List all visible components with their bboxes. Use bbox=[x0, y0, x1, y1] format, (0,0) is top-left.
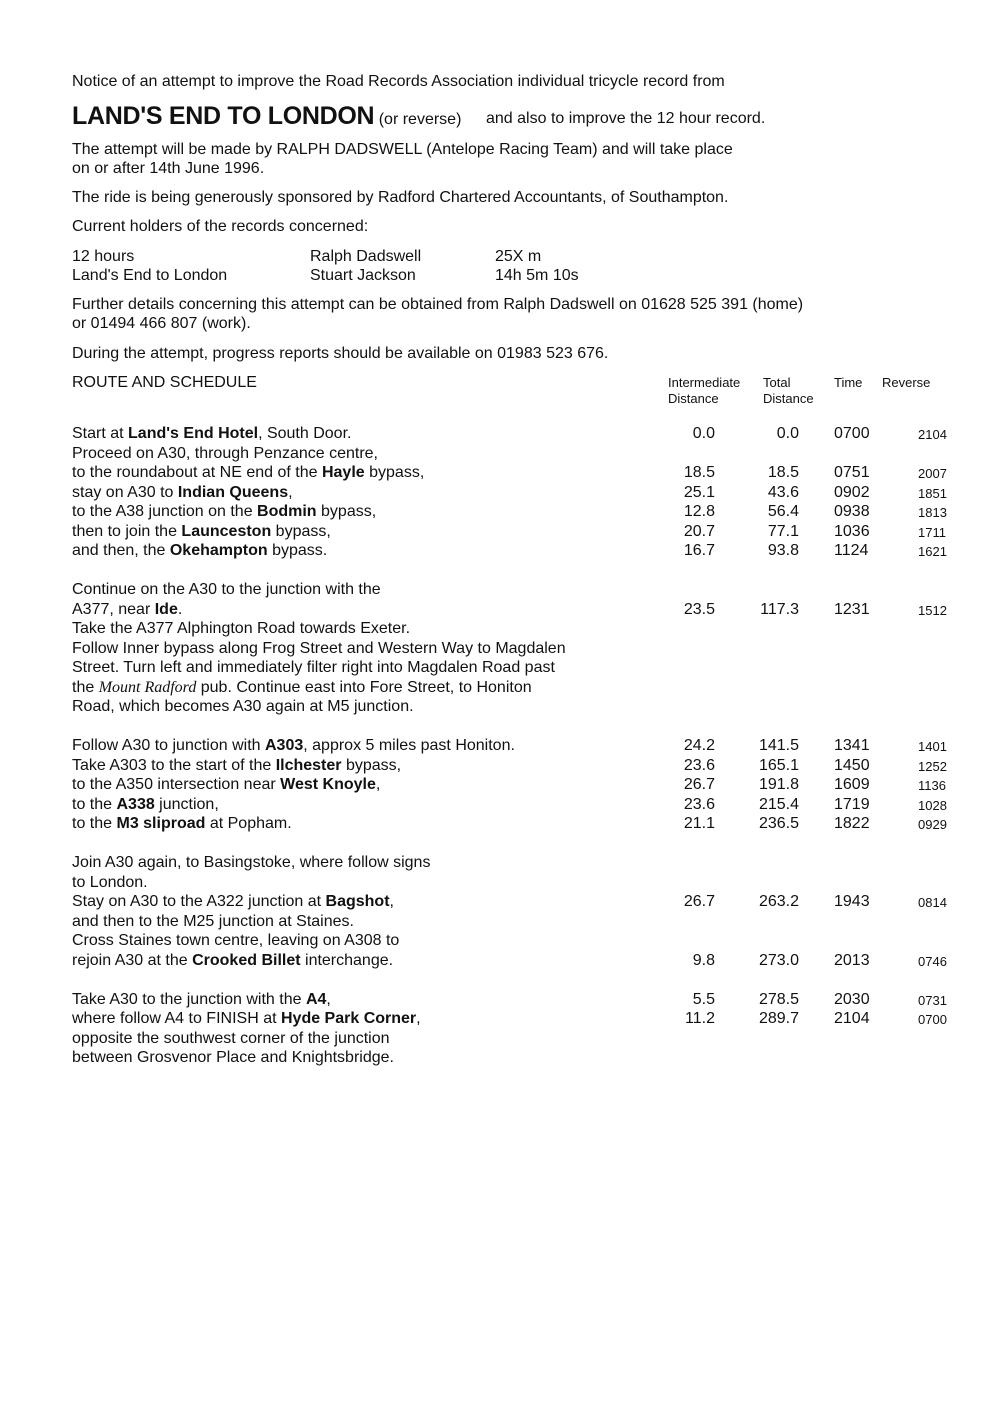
route-text: bypass, bbox=[271, 522, 331, 540]
route-text: bypass, bbox=[364, 464, 425, 481]
scheduled-time: 2030 bbox=[834, 990, 870, 1008]
place-name: Bagshot bbox=[325, 893, 390, 910]
intermediate-distance: 9.8 bbox=[692, 951, 715, 969]
intermediate-header-line2: Distance bbox=[668, 391, 719, 406]
route-step bbox=[72, 736, 515, 756]
scheduled-time: 2013 bbox=[834, 951, 870, 969]
route-text: , bbox=[288, 483, 293, 501]
total-distance: 215.4 bbox=[758, 795, 799, 813]
route-text: , bbox=[326, 990, 331, 1008]
reverse-time: 2007 bbox=[918, 466, 947, 481]
scheduled-time: 0938 bbox=[834, 503, 870, 520]
intermediate-distance: 21.1 bbox=[683, 815, 715, 832]
route-text: to the A38 junction on the bbox=[72, 503, 258, 520]
route-text: opposite the southwest corner of the junction bbox=[72, 1029, 390, 1047]
route-step bbox=[72, 775, 380, 795]
route-text: Take the A377 Alphington Road towards Exeter. bbox=[72, 620, 411, 637]
route-step bbox=[72, 814, 292, 834]
scheduled-time: 1822 bbox=[834, 815, 870, 832]
document-title: LAND'S END TO LONDON bbox=[72, 102, 375, 130]
place-name: Hyde Park Corner bbox=[280, 1010, 417, 1027]
reverse-time: 1252 bbox=[918, 758, 947, 774]
route-step bbox=[72, 619, 410, 639]
reverse-time: 1851 bbox=[918, 485, 947, 501]
scheduled-time: 1231 bbox=[834, 600, 870, 618]
route-step bbox=[72, 795, 219, 815]
reverse-header: Reverse bbox=[882, 375, 931, 390]
reverse-time: 1512 bbox=[918, 602, 947, 618]
route-step bbox=[72, 522, 331, 542]
made-by-line-1: The attempt will be made by RALPH DADSWELL (Antelope Racing Team) and will take place bbox=[72, 141, 733, 158]
reverse-time: 1401 bbox=[918, 739, 947, 754]
scheduled-time: 1719 bbox=[834, 795, 870, 813]
route-text: to the bbox=[72, 795, 117, 813]
intermediate-distance: 18.5 bbox=[683, 464, 715, 481]
contact-line-2: or 01494 466 807 (work). bbox=[72, 315, 251, 332]
reverse-time: 1711 bbox=[918, 524, 946, 540]
scheduled-time: 1124 bbox=[834, 542, 869, 559]
total-header-line1: Total bbox=[763, 375, 791, 390]
route-step bbox=[72, 990, 331, 1010]
pub-name: Mount Radford bbox=[98, 678, 197, 696]
intermediate-distance: 16.7 bbox=[683, 542, 715, 559]
scheduled-time: 0751 bbox=[834, 464, 870, 481]
place-name: Ide bbox=[154, 600, 178, 618]
intermediate-distance: 20.7 bbox=[683, 522, 715, 540]
place-name: A303 bbox=[265, 737, 304, 754]
holder-value: 25X m bbox=[495, 248, 542, 265]
route-step bbox=[72, 600, 182, 620]
total-distance: 236.5 bbox=[758, 815, 799, 832]
route-step bbox=[72, 1009, 421, 1029]
schedule-title: ROUTE AND SCHEDULE bbox=[72, 374, 257, 391]
holder-record: Land's End to London bbox=[72, 267, 228, 284]
progress-reports-text: During the attempt, progress reports should be available on 01983 523 676. bbox=[72, 345, 609, 362]
total-distance: 0.0 bbox=[776, 425, 799, 442]
title-also-text: and also to improve the 12 hour record. bbox=[486, 110, 766, 127]
route-text: interchange. bbox=[300, 951, 394, 969]
total-distance: 117.3 bbox=[760, 600, 799, 618]
route-text: Follow Inner bypass along Frog Street and Western Way to Magdalen bbox=[72, 639, 566, 657]
total-distance: 165.1 bbox=[758, 756, 799, 774]
route-text: Stay on A30 to the A322 junction at bbox=[72, 893, 326, 910]
total-distance: 56.4 bbox=[767, 503, 799, 520]
place-name: Okehampton bbox=[169, 542, 268, 559]
route-text: and then, the bbox=[72, 542, 170, 559]
reverse-time: 0731 bbox=[918, 992, 947, 1008]
total-distance: 289.7 bbox=[758, 1010, 799, 1027]
route-text: Proceed on A30, through Penzance centre, bbox=[72, 444, 378, 462]
reverse-time: 1028 bbox=[918, 797, 947, 813]
intermediate-header-line1: Intermediate bbox=[668, 375, 741, 390]
place-name: Crooked Billet bbox=[192, 951, 301, 969]
intermediate-distance: 0.0 bbox=[692, 425, 715, 442]
place-name: Ilchester bbox=[275, 756, 342, 774]
route-text: pub. Continue east into Fore Street, to Honiton bbox=[196, 678, 532, 696]
place-name: M3 sliproad bbox=[116, 815, 206, 832]
route-step bbox=[72, 697, 414, 717]
intermediate-distance: 25.1 bbox=[683, 483, 715, 501]
route-text: to the roundabout at NE end of the bbox=[72, 464, 322, 481]
reverse-time: 1136 bbox=[918, 778, 946, 793]
scheduled-time: 1943 bbox=[834, 893, 870, 910]
route-text: rejoin A30 at the bbox=[72, 951, 193, 969]
place-name: Indian Queens bbox=[177, 483, 289, 501]
route-text: to the bbox=[72, 815, 117, 832]
route-text: , bbox=[375, 776, 381, 793]
route-text: to London. bbox=[72, 873, 148, 891]
route-text: bypass, bbox=[341, 756, 402, 774]
holder-record: 12 hours bbox=[72, 248, 135, 265]
intermediate-distance: 12.8 bbox=[683, 503, 715, 520]
intermediate-distance: 26.7 bbox=[683, 893, 715, 910]
holder-name: Ralph Dadswell bbox=[310, 248, 422, 265]
route-step bbox=[72, 463, 424, 483]
place-name: A4 bbox=[305, 990, 327, 1008]
reverse-time: 0746 bbox=[918, 953, 947, 969]
scheduled-time: 1036 bbox=[834, 522, 870, 540]
route-step bbox=[72, 951, 393, 971]
route-step bbox=[72, 580, 381, 600]
place-name: Bodmin bbox=[257, 503, 317, 520]
route-step bbox=[72, 853, 430, 873]
route-step bbox=[72, 541, 327, 561]
holder-value: 14h 5m 10s bbox=[495, 267, 579, 284]
route-step bbox=[72, 658, 555, 678]
route-step bbox=[72, 912, 354, 932]
time-header: Time bbox=[834, 375, 863, 390]
route-step bbox=[72, 444, 378, 464]
place-name: Hayle bbox=[321, 464, 365, 481]
route-step bbox=[72, 931, 399, 951]
place-name: West Knoyle bbox=[280, 776, 376, 793]
holder-name: Stuart Jackson bbox=[310, 267, 416, 284]
route-text: , approx 5 miles past Honiton. bbox=[303, 737, 515, 754]
total-distance: 141.5 bbox=[758, 737, 799, 754]
route-text: bypass. bbox=[267, 542, 328, 559]
place-name: Land's End Hotel bbox=[128, 425, 259, 442]
route-text: where follow A4 to FINISH at bbox=[72, 1010, 281, 1027]
reverse-time: 2104 bbox=[918, 427, 947, 442]
holders-heading: Current holders of the records concerned: bbox=[72, 218, 369, 235]
intermediate-distance: 11.2 bbox=[685, 1010, 715, 1027]
place-name: Launceston bbox=[181, 522, 272, 540]
route-text: between Grosvenor Place and Knightsbridge. bbox=[72, 1049, 394, 1066]
intermediate-distance: 23.5 bbox=[683, 600, 715, 618]
intermediate-distance: 5.5 bbox=[692, 990, 715, 1008]
intermediate-distance-header bbox=[668, 375, 740, 407]
made-by-line-2: on or after 14th June 1996. bbox=[72, 160, 265, 177]
total-distance: 77.1 bbox=[767, 522, 799, 540]
intermediate-distance: 26.7 bbox=[683, 776, 715, 793]
total-distance: 191.8 bbox=[758, 776, 799, 793]
route-text: , bbox=[416, 1010, 421, 1027]
route-text: A377, near bbox=[72, 600, 155, 618]
intermediate-distance: 24.2 bbox=[683, 737, 715, 754]
total-distance: 273.0 bbox=[758, 951, 799, 969]
scheduled-time: 1609 bbox=[834, 776, 870, 793]
total-distance: 18.5 bbox=[767, 464, 799, 481]
intermediate-distance: 23.6 bbox=[683, 795, 715, 813]
route-text: to the A350 intersection near bbox=[72, 776, 281, 793]
route-step bbox=[72, 639, 566, 659]
route-text: bypass, bbox=[316, 503, 377, 520]
scheduled-time: 2104 bbox=[834, 1010, 870, 1027]
intermediate-distance: 23.6 bbox=[683, 756, 715, 774]
route-text: Take A30 to the junction with the bbox=[72, 990, 306, 1008]
reverse-time: 0814 bbox=[918, 895, 947, 910]
route-text: junction, bbox=[154, 795, 219, 813]
scheduled-time: 1341 bbox=[834, 737, 870, 754]
reverse-time: 0929 bbox=[918, 817, 947, 832]
sponsor-text: The ride is being generously sponsored by Radford Chartered Accountants, of Southampton. bbox=[72, 189, 729, 206]
route-step bbox=[72, 873, 148, 893]
total-distance: 263.2 bbox=[758, 893, 799, 910]
route-step bbox=[72, 1048, 394, 1068]
route-text: and then to the M25 junction at Staines. bbox=[72, 912, 354, 930]
reverse-time: 1621 bbox=[918, 544, 947, 559]
route-text: . bbox=[177, 600, 183, 618]
route-text: Join A30 again, to Basingstoke, where follow signs bbox=[72, 854, 431, 871]
route-text: stay on A30 to bbox=[72, 483, 178, 501]
place-name: A338 bbox=[116, 795, 155, 813]
route-step bbox=[72, 678, 532, 698]
route-text: Follow A30 to junction with bbox=[72, 737, 265, 754]
reverse-time: 0700 bbox=[918, 1012, 947, 1027]
reverse-time: 1813 bbox=[918, 505, 947, 520]
route-step bbox=[72, 756, 401, 776]
total-distance-header bbox=[763, 375, 814, 407]
route-text: Street. Turn left and immediately filter right into Magdalen Road past bbox=[72, 659, 555, 676]
total-distance: 43.6 bbox=[767, 483, 799, 501]
total-distance: 278.5 bbox=[758, 990, 799, 1008]
route-step bbox=[72, 1029, 390, 1049]
scheduled-time: 1450 bbox=[834, 756, 870, 774]
route-text: Start at bbox=[72, 425, 129, 442]
route-step bbox=[72, 424, 351, 444]
route-text: Road, which becomes A30 again at M5 junction. bbox=[72, 698, 414, 715]
route-text: at Popham. bbox=[205, 815, 292, 832]
total-distance: 93.8 bbox=[767, 542, 799, 559]
total-header-line2: Distance bbox=[763, 391, 814, 406]
route-step bbox=[72, 502, 376, 522]
route-text: , South Door. bbox=[258, 425, 352, 442]
route-step bbox=[72, 892, 394, 912]
route-text: then to join the bbox=[72, 522, 182, 540]
contact-line-1: Further details concerning this attempt can be obtained from Ralph Dadswell on 01628 525 391 (home) bbox=[72, 296, 804, 313]
title-parenthetical: (or reverse) bbox=[378, 111, 462, 128]
route-text: Continue on the A30 to the junction with the bbox=[72, 581, 381, 598]
route-text: , bbox=[389, 893, 394, 910]
route-text: the bbox=[72, 678, 99, 696]
route-step bbox=[72, 483, 293, 503]
route-text: Cross Staines town centre, leaving on A308 to bbox=[72, 932, 400, 949]
route-text: Take A303 to the start of the bbox=[72, 756, 276, 774]
notice-text: Notice of an attempt to improve the Road Records Association individual tricycle record from bbox=[72, 73, 725, 90]
scheduled-time: 0902 bbox=[834, 483, 870, 501]
scheduled-time: 0700 bbox=[834, 425, 870, 442]
title-line bbox=[72, 100, 461, 136]
